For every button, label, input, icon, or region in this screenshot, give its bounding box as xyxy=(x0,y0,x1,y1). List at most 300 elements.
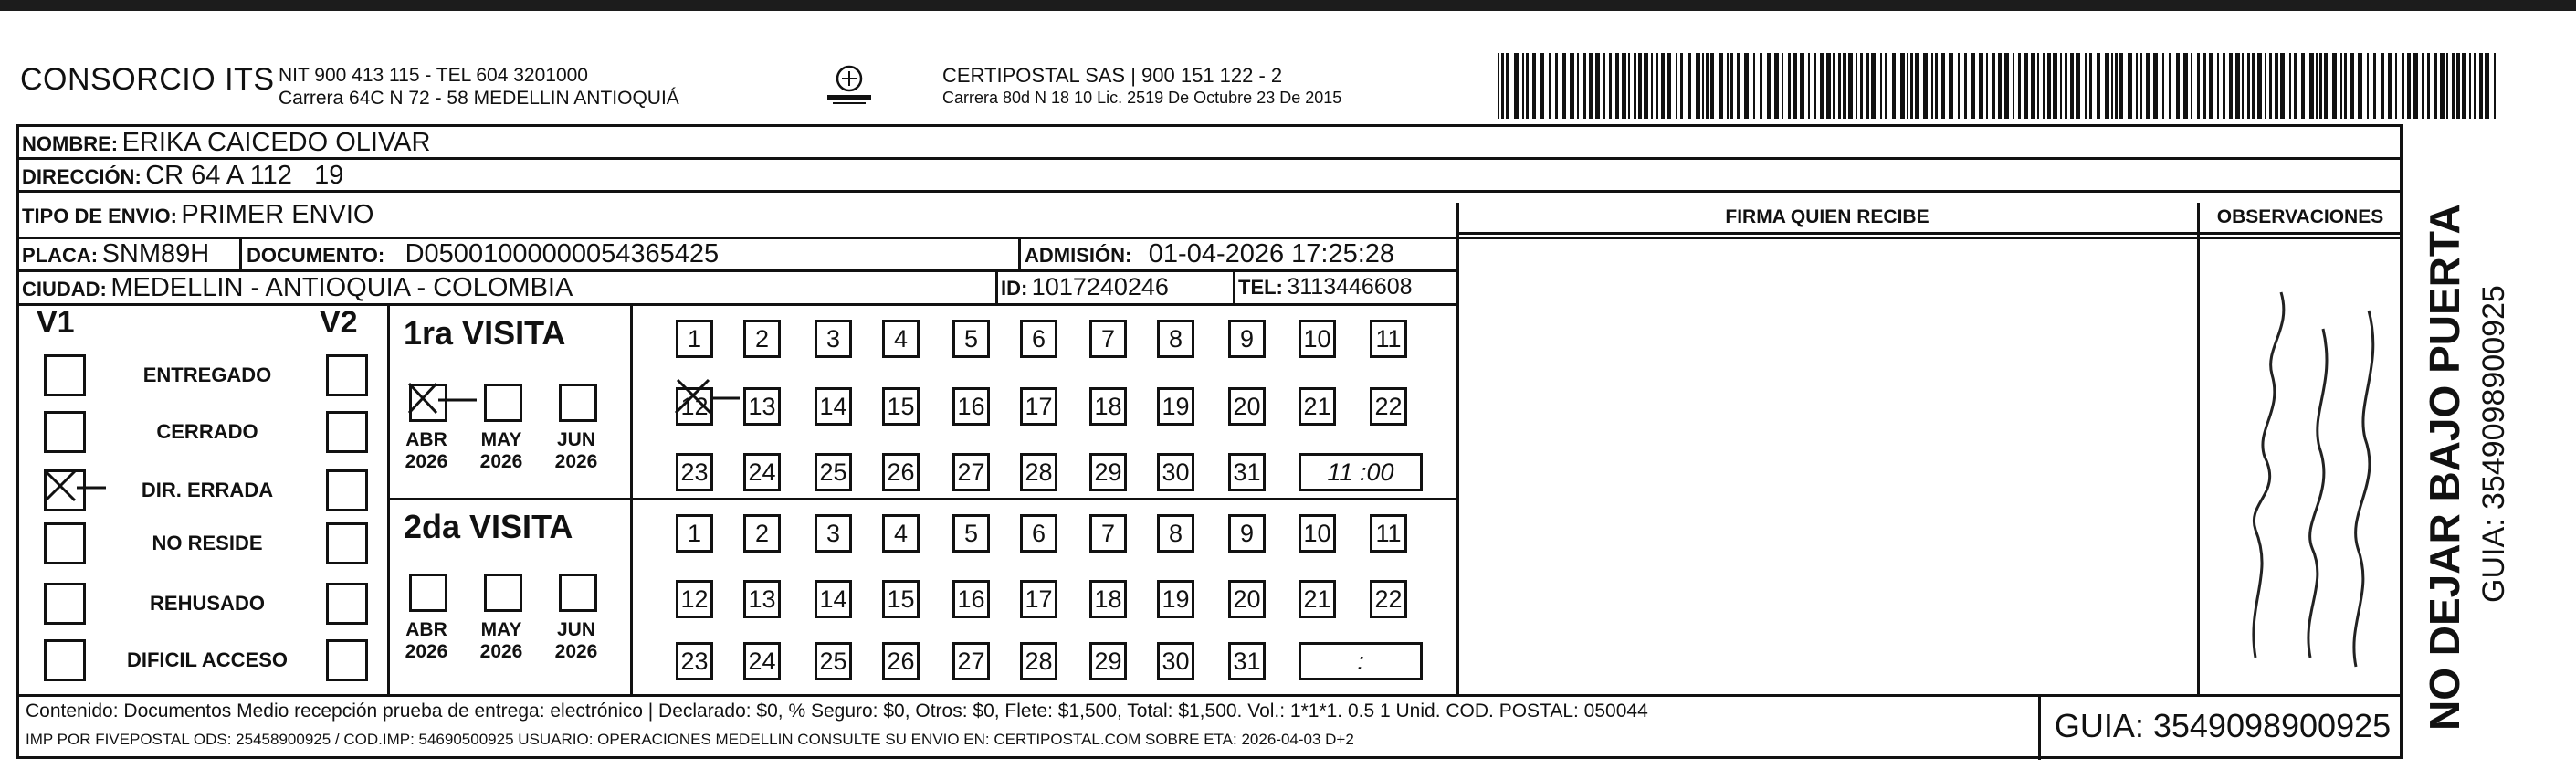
barcode-bar xyxy=(1826,53,1831,119)
barcode-bar xyxy=(1923,53,1928,119)
barcode-bar xyxy=(2319,53,2322,119)
barcode-bar xyxy=(2076,53,2080,119)
barcode-bar xyxy=(1638,53,1642,119)
barcode-bar xyxy=(2013,53,2014,119)
barcode-bar xyxy=(2494,53,2496,119)
barcode-bar xyxy=(2252,53,2255,119)
barcode-bar xyxy=(2176,53,2180,119)
first-visit-day-cell[interactable]: 16 xyxy=(952,387,990,426)
barcode-bar xyxy=(2373,53,2376,119)
barcode-bar xyxy=(1767,53,1771,119)
barcode-bar xyxy=(1992,53,1995,119)
tel-value: 3113446608 xyxy=(1287,274,1413,300)
barcode-bar xyxy=(1820,53,1824,119)
barcode-bar xyxy=(2427,53,2430,119)
nombre-value: ERIKA CAICEDO OLIVAR xyxy=(121,128,431,157)
id-value: 1017240246 xyxy=(1031,273,1169,300)
v1-checkbox[interactable] xyxy=(44,411,86,453)
barcode-bar xyxy=(1949,53,1953,119)
company-name: CONSORCIO ITS xyxy=(20,62,275,97)
barcode-bar xyxy=(2203,53,2206,119)
barcode-bar xyxy=(1688,53,1691,119)
side-guia: GUIA: 3549098900925 xyxy=(2476,285,2511,603)
barcode-bar xyxy=(1843,53,1846,119)
barcode-bar xyxy=(2043,53,2045,119)
barcode-bar xyxy=(2265,53,2266,119)
barcode-bar xyxy=(2242,53,2244,119)
barcode-bar xyxy=(2456,53,2460,119)
barcode-bar xyxy=(1706,53,1709,119)
barcode-bar xyxy=(1971,53,1975,119)
barcode-bar xyxy=(2183,53,2188,119)
first-visit-month-checkbox[interactable] xyxy=(484,384,522,422)
barcode-bar xyxy=(1696,53,1700,119)
barcode-bar xyxy=(2115,53,2118,119)
first-visit-month-label xyxy=(548,429,605,473)
first-visit-day-cell[interactable]: 28 xyxy=(1020,453,1057,491)
barcode-bar xyxy=(1744,53,1749,119)
barcode-bar xyxy=(2053,53,2057,119)
barcode-bar xyxy=(2269,53,2272,119)
barcode-bar xyxy=(2085,53,2087,119)
ciudad-value: MEDELLIN - ANTIOQUIA - COLOMBIA xyxy=(110,273,573,302)
tipo-label: TIPO DE ENVIO: xyxy=(22,205,177,227)
ciudad-label: CIUDAD: xyxy=(22,278,107,300)
v2-checkbox[interactable] xyxy=(326,411,368,453)
barcode-bar xyxy=(2340,53,2342,119)
courier-address: Carrera 80d N 18 10 Lic. 2519 De Octubre 23 De 2015 xyxy=(942,89,1342,107)
first-visit-day-cell[interactable]: 12 xyxy=(676,387,713,426)
barcode-bar xyxy=(2146,53,2150,119)
barcode-bar xyxy=(1998,53,2002,119)
barcode-bar xyxy=(1931,53,1933,119)
barcode-bar xyxy=(1838,53,1841,119)
footer-contenido: Contenido: Documentos Medio recepción prueba de entrega: electrónico | Declarado: $0, % Seguro: $0, Otros: $0, Flete: $1,500, Total: $1,500. Vol.: 1*1*1. 0.5 1 Unid. COD. POSTAL: 050044 xyxy=(26,701,1648,722)
barcode-bar xyxy=(1880,53,1882,119)
barcode-bar xyxy=(2289,53,2291,119)
first-visit-day-cell[interactable]: 21 xyxy=(1299,387,1336,426)
second-visit-day-cell[interactable]: 23 xyxy=(676,642,713,680)
barcode-bar xyxy=(1501,53,1504,119)
first-visit-day-cell[interactable]: 7 xyxy=(1089,320,1127,358)
barcode-bar xyxy=(1753,53,1755,119)
footer-imp: IMP POR FIVEPOSTAL ODS: 25458900925 / COD.IMP: 54690500925 USUARIO: OPERACIONES MEDELLIN CONSULTE SU ENVIO EN: CERTIPOSTAL.COM SOBRE ETA: 2026-04-03 D+2 xyxy=(26,731,1354,748)
direccion-label: DIRECCIÓN: xyxy=(22,165,142,188)
barcode-bar xyxy=(1915,53,1919,119)
status-option-label: CERRADO xyxy=(156,420,258,443)
barcode-bar xyxy=(2395,53,2397,119)
barcode-bar xyxy=(2070,53,2074,119)
firma-label: FIRMA QUIEN RECIBE xyxy=(1725,206,1929,227)
month-year: 2026 xyxy=(554,451,598,472)
barcode-bar xyxy=(2191,53,2192,119)
v2-checkbox[interactable] xyxy=(326,583,368,625)
barcode-bar xyxy=(1644,53,1648,119)
footer-guia: GUIA: 3549098900925 xyxy=(2054,707,2392,744)
second-visit-day-cell[interactable]: 2 xyxy=(743,514,781,553)
barcode-bar xyxy=(1661,53,1665,119)
day-check-mark-icon xyxy=(657,374,740,420)
barcode-bar xyxy=(2111,53,2113,119)
barcode-bar xyxy=(1562,53,1566,119)
barcode-bar xyxy=(1656,53,1658,119)
month-name: MAY xyxy=(480,429,522,450)
barcode-bar xyxy=(2367,53,2369,119)
barcode-bar xyxy=(1506,53,1509,119)
second-visit-month-checkbox[interactable] xyxy=(559,574,597,612)
barcode-bar xyxy=(1866,53,1869,119)
barcode-bar xyxy=(1737,53,1740,119)
first-visit-time-field[interactable]: 11 :00 xyxy=(1299,453,1423,491)
barcode-bar xyxy=(2452,53,2455,119)
barcode-bar xyxy=(2462,53,2466,119)
v1-checkbox[interactable] xyxy=(44,583,86,625)
second-visit-day-cell[interactable]: 31 xyxy=(1228,642,1266,680)
second-visit-day-cell[interactable]: 8 xyxy=(1157,514,1194,553)
barcode-bar xyxy=(1900,53,1905,119)
second-visit-day-cell[interactable]: 17 xyxy=(1020,580,1057,618)
first-visit-day-cell[interactable]: 17 xyxy=(1020,387,1057,426)
status-option-label: DIR. ERRADA xyxy=(141,479,274,501)
barcode-bar xyxy=(2474,53,2476,119)
barcode-icon xyxy=(1498,53,2502,119)
second-visit-day-cell[interactable]: 1 xyxy=(676,514,713,553)
second-visit-day-cell[interactable]: 27 xyxy=(952,642,990,680)
admision-label: ADMISIÓN: xyxy=(1025,244,1132,267)
month-year: 2026 xyxy=(479,451,523,472)
barcode-bar xyxy=(2469,53,2471,119)
tipo-row xyxy=(22,200,373,230)
second-visit-day-cell[interactable]: 9 xyxy=(1228,514,1266,553)
second-visit-month-checkbox[interactable] xyxy=(484,574,522,612)
barcode-bar xyxy=(1907,53,1908,119)
v2-checkbox[interactable] xyxy=(326,639,368,681)
first-visit-day-cell[interactable]: 14 xyxy=(815,387,852,426)
first-visit-day-cell[interactable]: 30 xyxy=(1157,453,1194,491)
company-address: Carrera 64C N 72 - 58 MEDELLIN ANTIOQUIÁ xyxy=(279,88,679,109)
certipostal-logo-icon xyxy=(822,62,877,108)
barcode-bar xyxy=(2235,53,2240,119)
barcode-bar xyxy=(1667,53,1671,119)
barcode-bar xyxy=(2128,53,2132,119)
tel-label: TEL: xyxy=(1238,276,1283,299)
barcode-bar xyxy=(1719,53,1723,119)
barcode-bar xyxy=(1589,53,1593,119)
documento-row xyxy=(247,239,719,269)
barcode-bar xyxy=(2047,53,2051,119)
barcode-bar xyxy=(2434,53,2437,119)
v1-checkbox[interactable] xyxy=(44,522,86,564)
barcode-bar xyxy=(1615,53,1619,119)
courier-info xyxy=(942,64,1341,110)
first-visit-day-cell[interactable]: 20 xyxy=(1228,387,1266,426)
barcode-bar xyxy=(1628,53,1630,119)
no-dejar-warning: NO DEJAR BAJO PUERTA xyxy=(2421,204,2468,731)
second-visit-title: 2da VISITA xyxy=(404,508,573,545)
barcode-bar xyxy=(1702,53,1704,119)
first-visit-day-cell[interactable]: 10 xyxy=(1299,320,1336,358)
v2-label: V2 xyxy=(320,305,358,340)
second-visit-day-cell[interactable]: 7 xyxy=(1089,514,1127,553)
barcode-bar xyxy=(2388,53,2392,119)
v2-checkbox[interactable] xyxy=(326,354,368,396)
first-visit-day-cell[interactable]: 15 xyxy=(882,387,920,426)
first-visit-day-cell[interactable]: 11 xyxy=(1370,320,1407,358)
barcode-bar xyxy=(1727,53,1729,119)
month-name: MAY xyxy=(480,619,522,640)
barcode-bar xyxy=(1710,53,1714,119)
barcode-bar xyxy=(2119,53,2123,119)
first-visit-day-cell[interactable]: 18 xyxy=(1089,387,1127,426)
top-border xyxy=(0,0,2576,11)
barcode-bar xyxy=(1603,53,1605,119)
second-visit-month-checkbox[interactable] xyxy=(409,574,447,612)
placa-row xyxy=(22,239,209,269)
second-visit-day-cell[interactable]: 20 xyxy=(1228,580,1266,618)
placa-label: PLACA: xyxy=(22,244,99,267)
first-visit-day-cell[interactable]: 4 xyxy=(882,320,920,358)
barcode-bar xyxy=(2247,53,2250,119)
courier-name: CERTIPOSTAL SAS | 900 151 122 - 2 xyxy=(942,64,1283,87)
barcode-bar xyxy=(1622,53,1626,119)
barcode-bar xyxy=(2105,53,2109,119)
barcode-bar xyxy=(2229,53,2233,119)
first-visit-day-cell[interactable]: 13 xyxy=(743,387,781,426)
barcode-bar xyxy=(1774,53,1779,119)
barcode-bar xyxy=(1814,53,1816,119)
first-visit-day-cell[interactable]: 27 xyxy=(952,453,990,491)
admision-row xyxy=(1025,239,1394,269)
barcode-bar xyxy=(1730,53,1733,119)
barcode-bar xyxy=(2097,53,2100,119)
status-option-label: ENTREGADO xyxy=(142,363,272,386)
first-visit-day-cell[interactable]: 29 xyxy=(1089,453,1127,491)
barcode-bar xyxy=(2089,53,2092,119)
second-visit-day-cell[interactable]: 5 xyxy=(952,514,990,553)
barcode-bar xyxy=(1800,53,1804,119)
month-year: 2026 xyxy=(405,641,448,662)
barcode-bar xyxy=(1979,53,1983,119)
barcode-bar xyxy=(2316,53,2318,119)
barcode-bar xyxy=(1532,53,1536,119)
barcode-bar xyxy=(1871,53,1876,119)
company-nit: NIT 900 413 115 - TEL 604 3201000 xyxy=(279,65,588,86)
first-visit-day-cell[interactable]: 24 xyxy=(743,453,781,491)
month-name: ABR xyxy=(405,429,447,450)
second-visit-day-cell[interactable]: 12 xyxy=(676,580,713,618)
barcode-bar xyxy=(2485,53,2489,119)
first-visit-title: 1ra VISITA xyxy=(404,314,566,352)
first-visit-day-cell[interactable]: 19 xyxy=(1157,387,1194,426)
barcode-bar xyxy=(2140,53,2142,119)
barcode-bar xyxy=(2381,53,2384,119)
second-visit-month-label xyxy=(473,619,530,663)
second-visit-day-cell[interactable]: 16 xyxy=(952,580,990,618)
second-visit-day-cell[interactable]: 15 xyxy=(882,580,920,618)
barcode-bar xyxy=(2280,53,2285,119)
barcode-bar xyxy=(2344,53,2347,119)
first-visit-day-cell[interactable]: 26 xyxy=(882,453,920,491)
second-visit-day-cell[interactable]: 11 xyxy=(1370,514,1407,553)
second-visit-day-cell[interactable]: 4 xyxy=(882,514,920,553)
first-visit-day-cell[interactable]: 5 xyxy=(952,320,990,358)
second-visit-day-cell[interactable]: 24 xyxy=(743,642,781,680)
barcode-bar xyxy=(2407,53,2411,119)
placa-value: SNM89H xyxy=(101,239,210,269)
barcode-bar xyxy=(2446,53,2448,119)
barcode-bar xyxy=(1549,53,1551,119)
barcode-bar xyxy=(2024,53,2028,119)
second-visit-day-cell[interactable]: 26 xyxy=(882,642,920,680)
direccion-row xyxy=(22,161,343,191)
barcode-bar xyxy=(1910,53,1913,119)
v2-checkbox[interactable] xyxy=(326,522,368,564)
month-name: JUN xyxy=(556,619,595,640)
company-info xyxy=(279,64,679,110)
nombre-label: NOMBRE: xyxy=(22,132,119,155)
second-visit-day-cell[interactable]: 28 xyxy=(1020,642,1057,680)
first-visit-day-cell[interactable]: 22 xyxy=(1370,387,1407,426)
status-option-label: REHUSADO xyxy=(150,592,265,615)
barcode-bar xyxy=(2294,53,2297,119)
barcode-bar xyxy=(2332,53,2337,119)
barcode-bar xyxy=(2153,53,2158,119)
month-name: JUN xyxy=(556,429,595,450)
id-row xyxy=(1001,273,1169,301)
barcode-bar xyxy=(2209,53,2213,119)
first-visit-month-label xyxy=(473,429,530,473)
admision-value: 01-04-2026 17:25:28 xyxy=(1148,239,1395,269)
barcode-bar xyxy=(1941,53,1945,119)
first-visit-day-cell[interactable]: 3 xyxy=(815,320,852,358)
barcode-bar xyxy=(1808,53,1810,119)
month-name: ABR xyxy=(405,619,447,640)
barcode-bar xyxy=(1595,53,1600,119)
barcode-bar xyxy=(2217,53,2219,119)
status-check-mark-icon xyxy=(37,464,119,510)
barcode-bar xyxy=(1964,53,1967,119)
v1-checkbox[interactable] xyxy=(44,354,86,396)
barcode-bar xyxy=(1793,53,1797,119)
second-visit-day-cell[interactable]: 19 xyxy=(1157,580,1194,618)
first-visit-day-cell[interactable]: 1 xyxy=(676,320,713,358)
barcode-bar xyxy=(2440,53,2445,119)
first-visit-day-cell[interactable]: 23 xyxy=(676,453,713,491)
barcode-bar xyxy=(1676,53,1677,119)
barcode-bar xyxy=(1514,53,1519,119)
second-visit-day-cell[interactable]: 13 xyxy=(743,580,781,618)
id-label: ID: xyxy=(1001,277,1028,300)
barcode-bar xyxy=(2018,53,2021,119)
barcode-bar xyxy=(1856,53,1857,119)
second-visit-day-cell[interactable]: 21 xyxy=(1299,580,1336,618)
barcode-bar xyxy=(2413,53,2418,119)
barcode-bar xyxy=(2301,53,2305,119)
barcode-bar xyxy=(2275,53,2278,119)
barcode-bar xyxy=(1498,53,1499,119)
barcode-bar xyxy=(2197,53,2200,119)
barcode-bar xyxy=(2065,53,2067,119)
barcode-bar xyxy=(1555,53,1558,119)
v1-checkbox[interactable] xyxy=(44,639,86,681)
barcode-bar xyxy=(2402,53,2404,119)
barcode-bar xyxy=(1522,53,1524,119)
first-visit-day-cell[interactable]: 2 xyxy=(743,320,781,358)
nombre-row xyxy=(22,128,430,158)
barcode-bar xyxy=(1833,53,1835,119)
second-visit-time-field[interactable]: : xyxy=(1299,642,1423,680)
first-visit-day-cell[interactable]: 31 xyxy=(1228,453,1266,491)
barcode-bar xyxy=(1526,53,1529,119)
barcode-bar xyxy=(1760,53,1762,119)
first-visit-month-label xyxy=(398,429,455,473)
barcode-bar xyxy=(2037,53,2039,119)
barcode-bar xyxy=(1782,53,1783,119)
barcode-bar xyxy=(2004,53,2009,119)
v2-checkbox[interactable] xyxy=(326,469,368,511)
month-year: 2026 xyxy=(554,641,598,662)
barcode-bar xyxy=(1935,53,1938,119)
first-visit-day-cell[interactable]: 25 xyxy=(815,453,852,491)
barcode-bar xyxy=(1577,53,1579,119)
second-visit-day-cell[interactable]: 6 xyxy=(1020,514,1057,553)
documento-value: D05001000000054365425 xyxy=(405,239,720,269)
status-option-label: NO RESIDE xyxy=(152,532,263,554)
observaciones-label: OBSERVACIONES xyxy=(2216,206,2384,227)
barcode-bar xyxy=(1892,53,1896,119)
barcode-bar xyxy=(1634,53,1636,119)
barcode-bar xyxy=(1651,53,1653,119)
barcode-bar xyxy=(1958,53,1960,119)
barcode-bar xyxy=(1680,53,1683,119)
first-visit-month-checkbox[interactable] xyxy=(559,384,597,422)
barcode-bar xyxy=(1885,53,1887,119)
ciudad-row xyxy=(22,273,573,303)
documento-label: DOCUMENTO: xyxy=(247,244,385,267)
month-check-mark-icon xyxy=(402,378,484,420)
second-visit-day-cell[interactable]: 10 xyxy=(1299,514,1336,553)
tel-row xyxy=(1238,274,1413,300)
barcode-bar xyxy=(1570,53,1574,119)
status-option-label: DIFICIL ACCESO xyxy=(126,648,288,671)
second-visit-day-cell[interactable]: 14 xyxy=(815,580,852,618)
tipo-value: PRIMER ENVIO xyxy=(181,200,374,229)
barcode-bar xyxy=(2309,53,2314,119)
barcode-bar xyxy=(2169,53,2171,119)
second-visit-day-cell[interactable]: 29 xyxy=(1089,642,1127,680)
barcode-bar xyxy=(1848,53,1853,119)
barcode-bar xyxy=(1986,53,1988,119)
direccion-value: CR 64 A 112 19 xyxy=(145,161,344,190)
second-visit-day-cell[interactable]: 3 xyxy=(815,514,852,553)
second-visit-day-cell[interactable]: 25 xyxy=(815,642,852,680)
second-visit-day-cell[interactable]: 18 xyxy=(1089,580,1127,618)
barcode-bar xyxy=(2422,53,2424,119)
second-visit-day-cell[interactable]: 22 xyxy=(1370,580,1407,618)
second-visit-day-cell[interactable]: 30 xyxy=(1157,642,1194,680)
barcode-bar xyxy=(1609,53,1612,119)
month-year: 2026 xyxy=(479,641,523,662)
handwritten-observation-icon xyxy=(2228,274,2392,685)
v1-label: V1 xyxy=(37,305,75,340)
barcode-bar xyxy=(1860,53,1863,119)
barcode-bar xyxy=(2358,53,2362,119)
first-visit-day-cell[interactable]: 9 xyxy=(1228,320,1266,358)
barcode-bar xyxy=(1788,53,1791,119)
first-visit-day-cell[interactable]: 8 xyxy=(1157,320,1194,358)
barcode-bar xyxy=(1583,53,1586,119)
first-visit-day-cell[interactable]: 6 xyxy=(1020,320,1057,358)
